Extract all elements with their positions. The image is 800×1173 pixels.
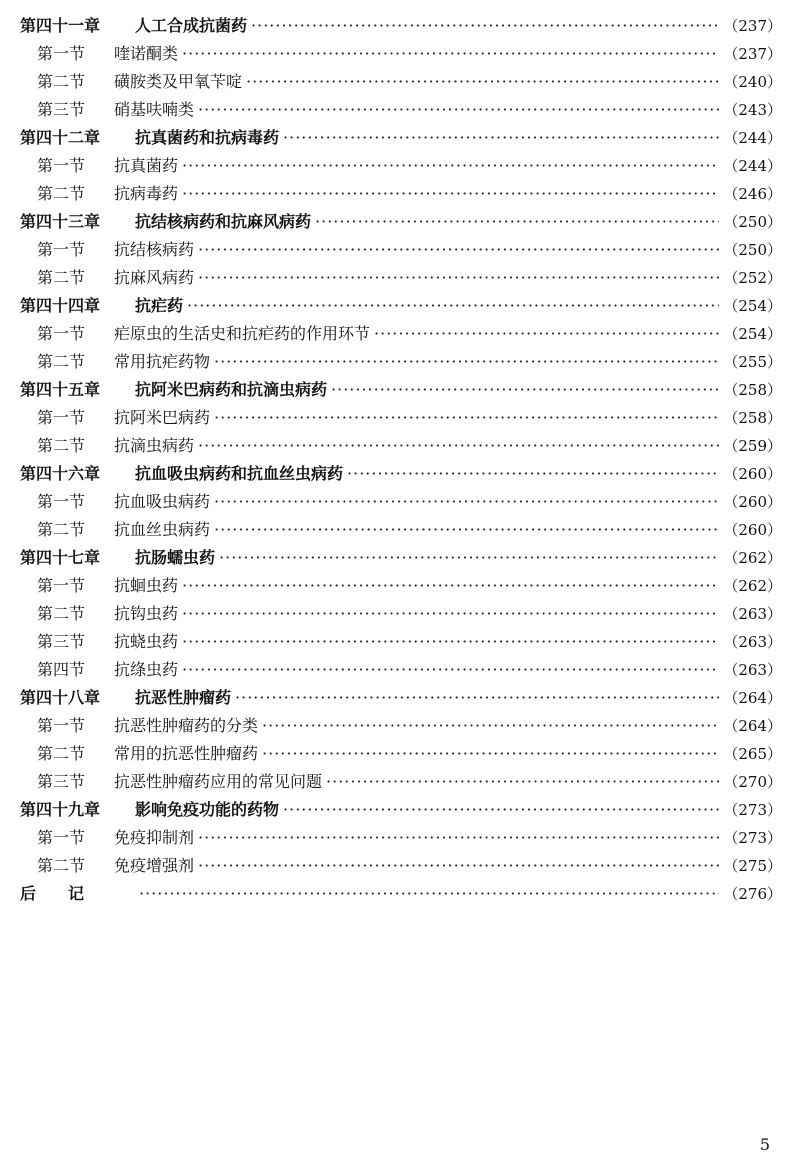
dot-leader	[214, 516, 719, 544]
page-number: 5	[759, 1135, 770, 1154]
page-reference: （263）	[723, 661, 782, 679]
chapter-number: 第四十四章	[20, 296, 101, 315]
page-reference: （244）	[723, 129, 782, 147]
dot-leader	[283, 796, 719, 824]
page-reference: （259）	[723, 437, 782, 455]
dot-leader	[182, 40, 719, 68]
toc-section-entry[interactable]	[20, 628, 782, 656]
chapter-title: 抗结核病药和抗麻风病药	[135, 212, 312, 231]
dot-leader	[315, 208, 719, 236]
dot-leader	[198, 96, 719, 124]
dot-leader	[198, 264, 719, 292]
section-number: 第一节	[37, 492, 86, 511]
section-number: 第一节	[37, 408, 86, 427]
toc-section-entry[interactable]	[20, 852, 782, 880]
dot-leader	[182, 628, 719, 656]
section-number: 第二节	[37, 436, 86, 455]
chapter-number: 第四十五章	[20, 380, 101, 399]
page-reference: （263）	[723, 605, 782, 623]
section-title: 免疫增强剂	[114, 856, 195, 875]
dot-leader	[219, 544, 719, 572]
page-reference: （264）	[723, 717, 782, 735]
section-title: 抗恶性肿瘤药应用的常见问题	[114, 772, 323, 791]
section-number: 第一节	[37, 324, 86, 343]
page-reference: （254）	[723, 325, 782, 343]
toc-section-entry[interactable]	[20, 600, 782, 628]
toc-chapter-entry[interactable]	[20, 292, 782, 320]
chapter-title: 抗恶性肿瘤药	[135, 688, 232, 707]
section-number: 第三节	[37, 632, 86, 651]
dot-leader	[182, 572, 719, 600]
section-number: 第二节	[37, 352, 86, 371]
section-number: 第二节	[37, 520, 86, 539]
chapter-number: 第四十八章	[20, 688, 101, 707]
toc-section-entry[interactable]	[20, 740, 782, 768]
page-reference: （273）	[723, 801, 782, 819]
dot-leader	[139, 880, 719, 908]
page-reference: （243）	[723, 101, 782, 119]
section-number: 第三节	[37, 772, 86, 791]
page-reference: （263）	[723, 633, 782, 651]
section-number: 第二节	[37, 184, 86, 203]
page-reference: （275）	[723, 857, 782, 875]
dot-leader	[198, 852, 719, 880]
page-reference: （246）	[723, 185, 782, 203]
dot-leader	[283, 124, 719, 152]
toc-section-entry[interactable]	[20, 68, 782, 96]
page-reference: （262）	[723, 549, 782, 567]
dot-leader	[251, 12, 719, 40]
section-title: 抗病毒药	[114, 184, 179, 203]
chapter-number: 第四十二章	[20, 128, 101, 147]
page-reference: （264）	[723, 689, 782, 707]
chapter-title: 人工合成抗菌药	[135, 16, 248, 35]
section-number: 第二节	[37, 744, 86, 763]
page-reference: （262）	[723, 577, 782, 595]
chapter-title: 抗血吸虫病药和抗血丝虫病药	[135, 464, 344, 483]
dot-leader	[182, 656, 719, 684]
toc-chapter-entry[interactable]	[20, 460, 782, 488]
dot-leader	[182, 180, 719, 208]
toc-section-entry[interactable]	[20, 572, 782, 600]
toc-chapter-entry[interactable]	[20, 544, 782, 572]
toc-section-entry[interactable]	[20, 488, 782, 516]
section-title: 抗血丝虫病药	[114, 520, 211, 539]
dot-leader	[331, 376, 719, 404]
toc-section-entry[interactable]	[20, 516, 782, 544]
section-title: 疟原虫的生活史和抗疟药的作用环节	[114, 324, 371, 343]
section-title: 抗钩虫药	[114, 604, 179, 623]
toc-section-entry[interactable]	[20, 320, 782, 348]
section-number: 第二节	[37, 268, 86, 287]
toc-chapter-entry[interactable]	[20, 796, 782, 824]
section-title: 抗麻风病药	[114, 268, 195, 287]
page-reference: （258）	[723, 409, 782, 427]
toc-chapter-entry[interactable]	[20, 684, 782, 712]
toc-section-entry[interactable]	[20, 824, 782, 852]
chapter-title: 抗阿米巴病药和抗滴虫病药	[135, 380, 328, 399]
toc-section-entry[interactable]	[20, 712, 782, 740]
page-reference: （260）	[723, 465, 782, 483]
page-reference: （260）	[723, 521, 782, 539]
section-number: 第二节	[37, 604, 86, 623]
toc-section-entry[interactable]	[20, 180, 782, 208]
page-reference: （250）	[723, 213, 782, 231]
dot-leader	[262, 712, 719, 740]
dot-leader	[326, 768, 719, 796]
toc-section-entry[interactable]	[20, 404, 782, 432]
page-reference: （237）	[723, 45, 782, 63]
page-reference: （252）	[723, 269, 782, 287]
dot-leader	[246, 68, 719, 96]
dot-leader	[214, 348, 719, 376]
chapter-number: 后 记	[20, 884, 85, 903]
section-title: 抗绦虫药	[114, 660, 179, 679]
page-reference: （276）	[723, 885, 782, 903]
dot-leader	[262, 740, 719, 768]
page-reference: （258）	[723, 381, 782, 399]
section-title: 常用的抗恶性肿瘤药	[114, 744, 259, 763]
chapter-title: 抗肠蠕虫药	[135, 548, 216, 567]
section-title: 常用抗疟药物	[114, 352, 211, 371]
section-number: 第一节	[37, 156, 86, 175]
section-title: 抗恶性肿瘤药的分类	[114, 716, 259, 735]
section-number: 第二节	[37, 72, 86, 91]
section-number: 第一节	[37, 576, 86, 595]
chapter-title: 抗真菌药和抗病毒药	[135, 128, 280, 147]
section-title: 抗蛔虫药	[114, 576, 179, 595]
toc-section-entry[interactable]	[20, 264, 782, 292]
chapter-title: 影响免疫功能的药物	[135, 800, 280, 819]
toc-section-entry[interactable]	[20, 432, 782, 460]
chapter-number: 第四十七章	[20, 548, 101, 567]
chapter-number: 第四十九章	[20, 800, 101, 819]
chapter-number: 第四十三章	[20, 212, 101, 231]
chapter-number: 第四十六章	[20, 464, 101, 483]
toc-section-entry[interactable]	[20, 96, 782, 124]
page-reference: （270）	[723, 773, 782, 791]
dot-leader	[198, 236, 719, 264]
page-reference: （265）	[723, 745, 782, 763]
dot-leader	[187, 292, 719, 320]
section-title: 免疫抑制剂	[114, 828, 195, 847]
section-number: 第一节	[37, 828, 86, 847]
section-title: 抗真菌药	[114, 156, 179, 175]
dot-leader	[198, 824, 719, 852]
toc-chapter-entry[interactable]	[20, 124, 782, 152]
dot-leader	[182, 152, 719, 180]
section-title: 抗滴虫病药	[114, 436, 195, 455]
page-reference: （260）	[723, 493, 782, 511]
section-title: 抗结核病药	[114, 240, 195, 259]
toc-section-entry[interactable]	[20, 768, 782, 796]
section-number: 第一节	[37, 44, 86, 63]
dot-leader	[235, 684, 719, 712]
dot-leader	[374, 320, 719, 348]
section-number: 第一节	[37, 240, 86, 259]
section-number: 第二节	[37, 856, 86, 875]
toc-chapter-entry[interactable]	[20, 880, 782, 908]
chapter-number: 第四十一章	[20, 16, 101, 35]
toc-chapter-entry[interactable]	[20, 376, 782, 404]
section-title: 抗阿米巴病药	[114, 408, 211, 427]
page-reference: （254）	[723, 297, 782, 315]
section-number: 第四节	[37, 660, 86, 679]
toc-chapter-entry[interactable]	[20, 12, 782, 40]
toc-section-entry[interactable]	[20, 348, 782, 376]
dot-leader	[182, 600, 719, 628]
toc-chapter-entry[interactable]	[20, 208, 782, 236]
section-title: 喹诺酮类	[114, 44, 179, 63]
page-reference: （240）	[723, 73, 782, 91]
page-reference: （244）	[723, 157, 782, 175]
toc-section-entry[interactable]	[20, 40, 782, 68]
page-reference: （273）	[723, 829, 782, 847]
toc-section-entry[interactable]	[20, 236, 782, 264]
dot-leader	[214, 404, 719, 432]
table-of-contents	[20, 12, 782, 908]
toc-section-entry[interactable]	[20, 656, 782, 684]
section-number: 第一节	[37, 716, 86, 735]
dot-leader	[214, 488, 719, 516]
page-reference: （255）	[723, 353, 782, 371]
page-reference: （237）	[723, 17, 782, 35]
section-title: 磺胺类及甲氧苄啶	[114, 72, 243, 91]
section-number: 第三节	[37, 100, 86, 119]
page-reference: （250）	[723, 241, 782, 259]
dot-leader	[347, 460, 719, 488]
toc-section-entry[interactable]	[20, 152, 782, 180]
chapter-title: 抗疟药	[135, 296, 184, 315]
section-title: 硝基呋喃类	[114, 100, 195, 119]
section-title: 抗血吸虫病药	[114, 492, 211, 511]
section-title: 抗蛲虫药	[114, 632, 179, 651]
dot-leader	[198, 432, 719, 460]
